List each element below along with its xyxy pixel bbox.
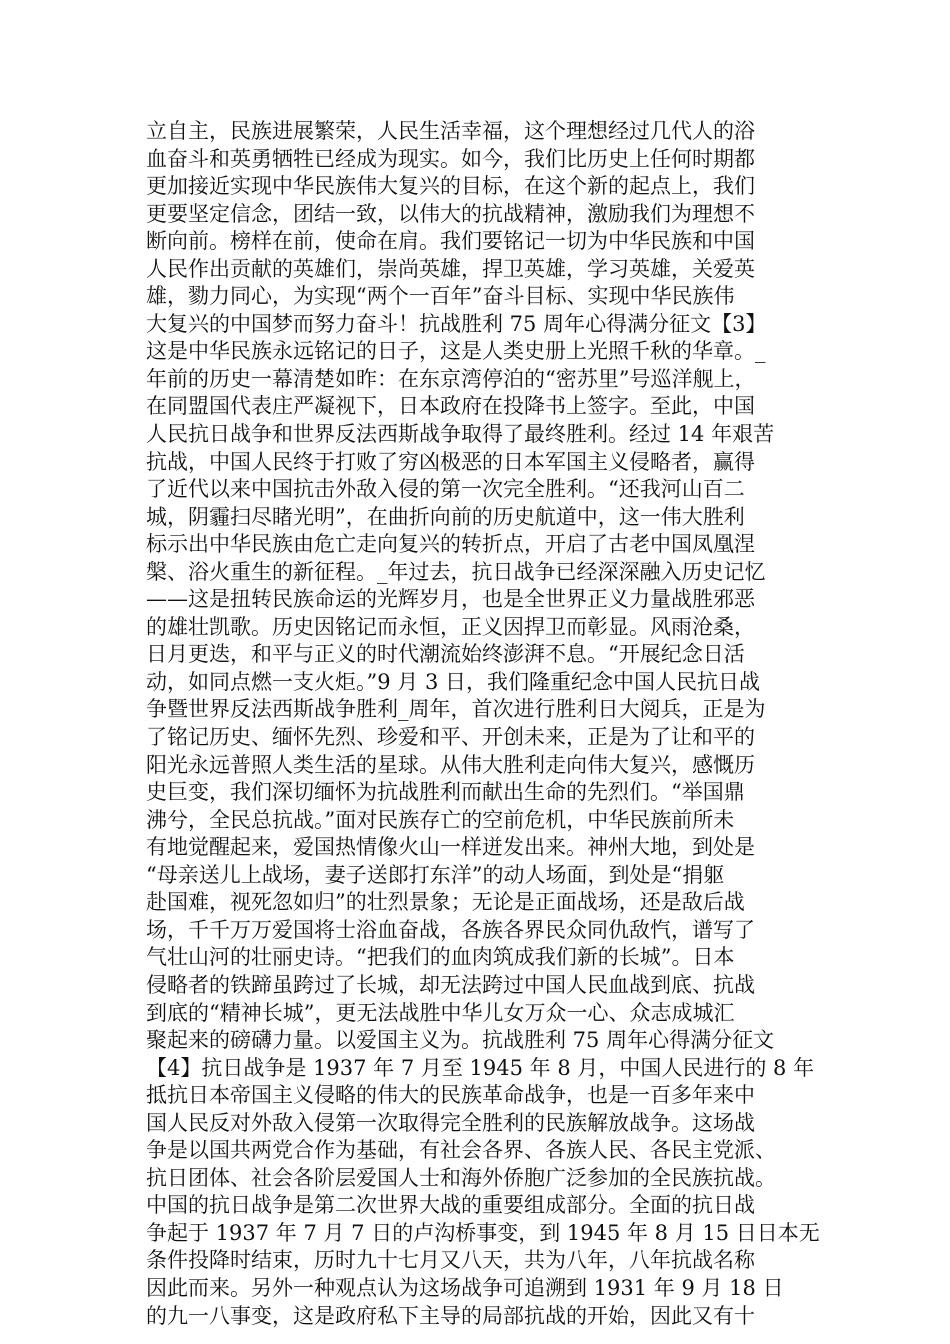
text-line: 更加接近实现中华民族伟大复兴的目标，在这个新的起点上，我们 xyxy=(146,174,755,199)
text-line: 的雄壮凯歌。历史因铭记而永恒，正义因捍卫而彰显。风雨沧桑， xyxy=(146,614,755,639)
text-line: 抗日团体、社会各阶层爱国人士和海外侨胞广泛参加的全民族抗战。 xyxy=(146,1165,776,1190)
text-line: ——这是扭转民族命运的光辉岁月，也是全世界正义力量战胜邪恶 xyxy=(146,587,755,612)
text-line: 人民作出贡献的英雄们，崇尚英雄，捍卫英雄，学习英雄，关爱英 xyxy=(146,256,755,281)
text-line: 了铭记历史、缅怀先烈、珍爱和平、开创未来，正是为了让和平的 xyxy=(146,725,755,750)
text-line: 了近代以来中国抗击外敌入侵的第一次完全胜利。“还我河山百二 xyxy=(146,477,745,502)
body-text xyxy=(146,118,821,1330)
text-line: 断向前。榜样在前，使命在肩。我们要铭记一切为中华民族和中国 xyxy=(146,229,755,254)
text-line: 这是中华民族永远铭记的日子，这是人类史册上光照千秋的华章。_ xyxy=(146,339,766,364)
text-line: 抵抗日本帝国主义侵略的伟大的民族革命战争，也是一百多年来中 xyxy=(146,1083,755,1108)
text-line: 因此而来。另外一种观点认为这场战争可追溯到 1931 年 9 月 18 日 xyxy=(146,1275,784,1300)
text-line: 气壮山河的壮丽史诗。“把我们的血肉筑成我们新的长城”。日本 xyxy=(146,945,735,970)
text-line: 到底的“精神长城”，更无法战胜中华儿女万众一心、众志成城汇 xyxy=(146,1000,735,1025)
text-line: 人民抗日战争和世界反法西斯战争取得了最终胜利。经过 14 年艰苦 xyxy=(146,422,775,447)
text-line: 雄，勠力同心，为实现“两个一百年”奋斗目标、实现中华民族伟 xyxy=(146,284,735,309)
text-line: 争起于 1937 年 7 月 7 日的卢沟桥事变，到 1945 年 8 月 15 日日本无 xyxy=(146,1220,820,1245)
text-line: 沸兮，全民总抗战。”面对民族存亡的空前危机，中华民族前所未 xyxy=(146,807,735,832)
text-line: 场，千千万万爱国将士浴血奋战，各族各界民众同仇敌忾，谱写了 xyxy=(146,917,755,942)
text-line: 【4】抗日战争是 1937 年 7 月至 1945 年 8 月，中国人民进行的 8 年 xyxy=(146,1055,815,1080)
text-line: 争是以国共两党合作为基础，有社会各界、各族人民、各民主党派、 xyxy=(146,1138,776,1163)
text-line: 聚起来的磅礴力量。以爱国主义为。抗战胜利 75 周年心得满分征文 xyxy=(146,1028,775,1053)
text-line: 标示出中华民族由危亡走向复兴的转折点，开启了古老中国凤凰涅 xyxy=(146,532,755,557)
text-line: 立自主，民族进展繁荣，人民生活幸福，这个理想经过几代人的浴 xyxy=(146,119,755,143)
text-line: 赴国难，视死忽如归”的壮烈景象；无论是正面战场，还是敌后战 xyxy=(146,890,745,915)
text-line: 有地觉醒起来，爱国热情像火山一样迸发出来。神州大地，到处是 xyxy=(146,835,755,860)
text-line: 在同盟国代表庄严凝视下，日本政府在投降书上签字。至此，中国 xyxy=(146,394,755,419)
text-line: “母亲送儿上战场，妻子送郎打东洋”的动人场面，到处是“捐躯 xyxy=(146,862,725,887)
text-line: 的九一八事变，这是政府私下主导的局部抗战的开始，因此又有十 xyxy=(146,1303,755,1328)
text-line: 年前的历史一幕清楚如昨：在东京湾停泊的“密苏里”号巡洋舰上， xyxy=(146,366,756,391)
text-line: 抗战，中国人民终于打败了穷凶极恶的日本军国主义侵略者，赢得 xyxy=(146,449,755,474)
text-line: 国人民反对外敌入侵第一次取得完全胜利的民族解放战争。这场战 xyxy=(146,1110,755,1135)
text-line: 条件投降时结束，历时九十七月又八天，共为八年，八年抗战名称 xyxy=(146,1248,755,1273)
text-line: 阳光永远普照人类生活的星球。从伟大胜利走向伟大复兴，感慨历 xyxy=(146,752,755,777)
text-line: 槃、浴火重生的新征程。_年过去，抗日战争已经深深融入历史记忆 xyxy=(146,559,766,584)
text-line: 动，如同点燃一支火炬。”9 月 3 日，我们隆重纪念中国人民抗日战 xyxy=(146,669,760,694)
text-line: 城，阴霾扫尽睹光明”，在曲折向前的历史航道中，这一伟大胜利 xyxy=(146,504,745,529)
text-line: 日月更迭，和平与正义的时代潮流始终澎湃不息。“开展纪念日活 xyxy=(146,642,745,667)
text-line: 中国的抗日战争是第二次世界大战的重要组成部分。全面的抗日战 xyxy=(146,1193,755,1218)
text-line: 血奋斗和英勇牺牲已经成为现实。如今，我们比历史上任何时期都 xyxy=(146,146,755,171)
text-line: 侵略者的铁蹄虽跨过了长城，却无法跨过中国人民血战到底、抗战 xyxy=(146,972,755,997)
text-line: 争暨世界反法西斯战争胜利_周年，首次进行胜利日大阅兵，正是为 xyxy=(146,697,766,722)
text-line: 更要坚定信念，团结一致，以伟大的抗战精神，激励我们为理想不 xyxy=(146,201,755,226)
text-line: 史巨变，我们深切缅怀为抗战胜利而献出生命的先烈们。“举国鼎 xyxy=(146,780,745,805)
text-line: 大复兴的中国梦而努力奋斗！抗战胜利 75 周年心得满分征文【3】 xyxy=(146,311,767,336)
